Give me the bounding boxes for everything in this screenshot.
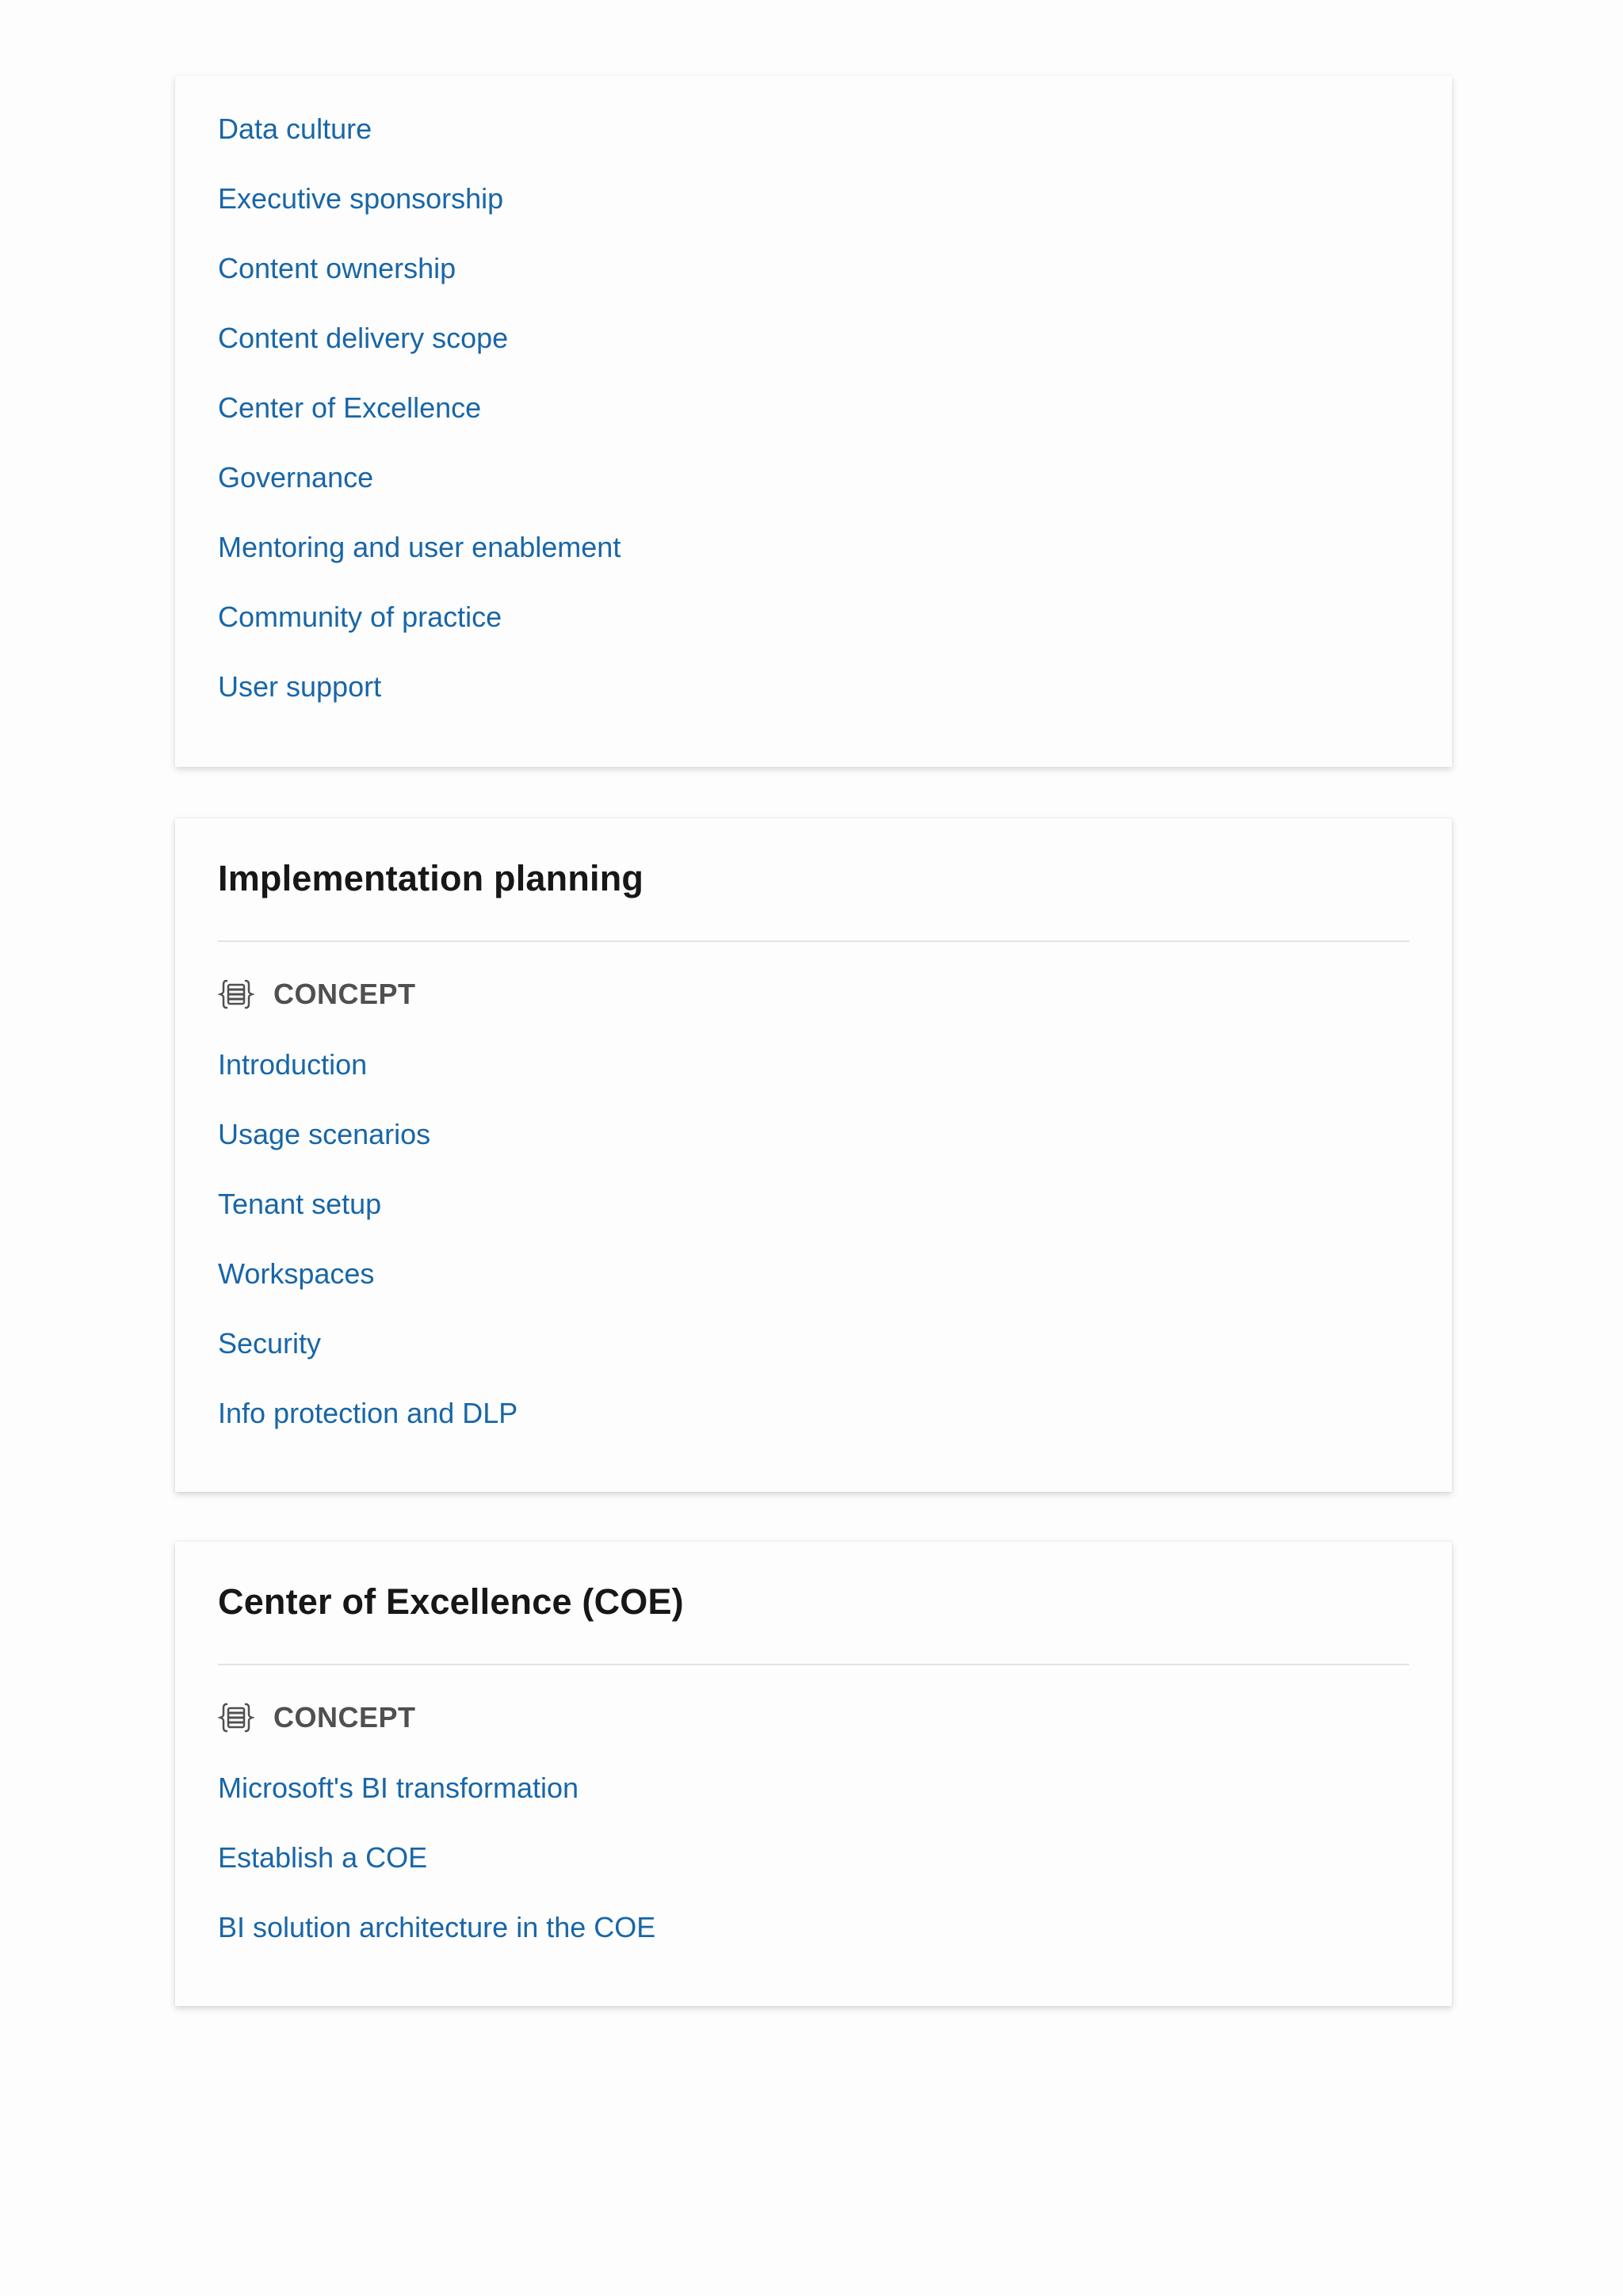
link-establish-a-coe[interactable]: Establish a COE — [218, 1841, 428, 1874]
link-tenant-setup[interactable]: Tenant setup — [218, 1188, 382, 1220]
list-item — [218, 1117, 517, 1187]
link-list — [218, 112, 621, 739]
list-item — [218, 1326, 517, 1396]
link-data-culture[interactable]: Data culture — [218, 113, 372, 145]
list-item — [218, 181, 621, 251]
list-item — [218, 460, 621, 530]
section-card-center-of-excellence — [175, 1542, 1452, 2006]
divider — [218, 940, 1409, 942]
section-title: Implementation planning — [218, 858, 644, 898]
link-list — [218, 1047, 517, 1466]
category-header — [218, 974, 416, 1014]
concept-icon — [218, 976, 254, 1013]
category-label: CONCEPT — [273, 978, 416, 1010]
list-item — [218, 1257, 517, 1326]
link-usage-scenarios[interactable]: Usage scenarios — [218, 1118, 431, 1150]
link-introduction[interactable]: Introduction — [218, 1048, 368, 1081]
list-item — [218, 1840, 655, 1910]
list-item — [218, 251, 621, 321]
link-governance[interactable]: Governance — [218, 461, 374, 494]
concept-icon — [218, 1699, 254, 1736]
list-item — [218, 669, 621, 739]
section-card-adoption — [175, 76, 1452, 767]
link-center-of-excellence[interactable]: Center of Excellence — [218, 391, 482, 424]
list-item — [218, 1396, 517, 1466]
list-item — [218, 530, 621, 600]
link-community-of-practice[interactable]: Community of practice — [218, 601, 502, 633]
link-bi-solution-architecture-coe[interactable]: BI solution architecture in the COE — [218, 1911, 656, 1943]
link-microsoft-bi-transformation[interactable]: Microsoft's BI transformation — [218, 1772, 579, 1804]
list-item — [218, 1771, 655, 1840]
link-workspaces[interactable]: Workspaces — [218, 1257, 375, 1290]
link-security[interactable]: Security — [218, 1327, 322, 1360]
link-list — [218, 1771, 655, 1980]
list-item — [218, 391, 621, 460]
section-card-implementation-planning — [175, 818, 1452, 1492]
list-item — [218, 1047, 517, 1117]
list-item — [218, 600, 621, 669]
category-header — [218, 1698, 416, 1737]
category-label: CONCEPT — [273, 1701, 416, 1733]
link-user-support[interactable]: User support — [218, 670, 382, 703]
list-item — [218, 321, 621, 391]
divider — [218, 1664, 1409, 1665]
link-mentoring-user-enablement[interactable]: Mentoring and user enablement — [218, 531, 621, 563]
list-item — [218, 1910, 655, 1980]
list-item — [218, 1187, 517, 1257]
link-info-protection-dlp[interactable]: Info protection and DLP — [218, 1397, 518, 1429]
link-content-ownership[interactable]: Content ownership — [218, 252, 456, 284]
link-content-delivery-scope[interactable]: Content delivery scope — [218, 322, 509, 354]
list-item — [218, 112, 621, 181]
link-executive-sponsorship[interactable]: Executive sponsorship — [218, 182, 504, 215]
section-title: Center of Excellence (COE) — [218, 1581, 684, 1622]
